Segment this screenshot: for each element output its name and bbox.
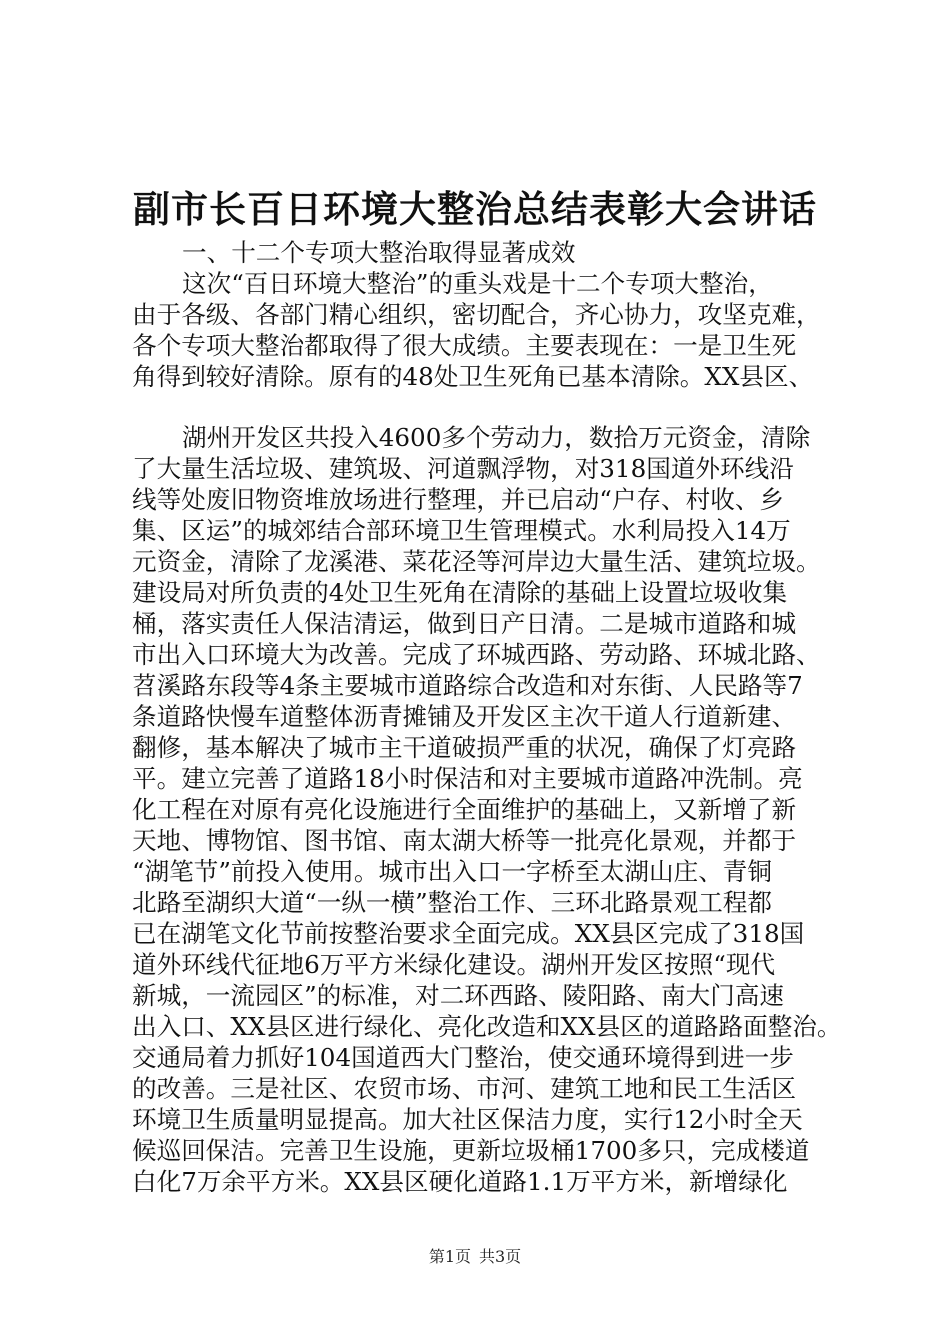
paragraph-line: “湖笔节”前投入使用。城市出入口一字桥至太湖山庄、青铜 xyxy=(132,857,772,886)
paragraph-line: 交通局着力抓好104国道西大门整治，使交通环境得到进一步 xyxy=(132,1043,794,1072)
section-heading: 一、十二个专项大整治取得显著成效 xyxy=(182,238,576,267)
paragraph-line: 角得到较好清除。原有的48处卫生死角已基本清除。XX县区、 xyxy=(132,362,814,391)
document-title: 副市长百日环境大整治总结表彰大会讲话 xyxy=(133,187,817,231)
paragraph-line: 北路至湖织大道“一纵一横”整治工作、三环北路景观工程都 xyxy=(132,888,772,917)
page-footer xyxy=(0,1247,950,1267)
paragraph-line: 出入口、XX县区进行绿化、亮化改造和XX县区的道路路面整治。 xyxy=(132,1012,842,1041)
paragraph-line: 桶，落实责任人保洁清运，做到日产日清。二是城市道路和城 xyxy=(132,609,797,638)
paragraph-line: 这次“百日环境大整治”的重头戏是十二个专项大整治， xyxy=(182,269,773,298)
paragraph-line: 白化7万余平方米。XX县区硬化道路1.1万平方米，新增绿化 xyxy=(132,1167,788,1196)
paragraph-line: 的改善。三是社区、农贸市场、市河、建筑工地和民工生活区 xyxy=(132,1074,797,1103)
paragraph-line: 各个专项大整治都取得了很大成绩。主要表现在：一是卫生死 xyxy=(132,331,797,360)
paragraph-line: 市出入口环境大为改善。完成了环城西路、劳动路、环城北路、 xyxy=(132,640,821,669)
paragraph-line: 候巡回保洁。完善卫生设施，更新垃圾桶1700多只，完成楼道 xyxy=(132,1136,810,1165)
paragraph-line: 化工程在对原有亮化设施进行全面维护的基础上，又新增了新 xyxy=(132,795,797,824)
paragraph-line: 环境卫生质量明显提高。加大社区保洁力度，实行12小时全天 xyxy=(132,1105,803,1134)
paragraph-line: 翻修，基本解决了城市主干道破损严重的状况，确保了灯亮路 xyxy=(132,733,797,762)
paragraph-1 xyxy=(132,268,852,392)
paragraph-line: 新城，一流园区”的标准，对二环西路、陵阳路、南大门高速 xyxy=(132,981,785,1010)
paragraph-line: 条道路快慢车道整体沥青摊铺及开发区主次干道人行道新建、 xyxy=(132,702,797,731)
paragraph-line: 建设局对所负责的4处卫生死角在清除的基础上设置垃圾收集 xyxy=(132,578,788,607)
paragraph-line: 平。建立完善了道路18小时保洁和对主要城市道路冲洗制。亮 xyxy=(132,764,803,793)
paragraph-line: 湖州开发区共投入4600多个劳动力，数拾万元资金，清除 xyxy=(182,423,811,452)
paragraph-line: 天地、博物馆、图书馆、南太湖大桥等一批亮化景观，并都于 xyxy=(132,826,797,855)
paragraph-line: 苕溪路东段等4条主要城市道路综合改造和对东街、人民路等7 xyxy=(132,671,803,700)
paragraph-line: 已在湖笔文化节前按整治要求全面完成。XX县区完成了318国 xyxy=(132,919,805,948)
page-number: 第1页 xyxy=(428,1247,471,1266)
paragraph-line: 线等处废旧物资堆放场进行整理，并已启动“户存、村收、乡 xyxy=(132,485,785,514)
paragraph-line: 元资金，清除了龙溪港、菜花泾等河岸边大量生活、建筑垃圾。 xyxy=(132,547,821,576)
paragraph-line: 道外环线代征地6万平方米绿化建设。湖州开发区按照“现代 xyxy=(132,950,776,979)
page-total: 共3页 xyxy=(479,1247,522,1266)
paragraph-2 xyxy=(132,422,852,1197)
paragraph-line: 集、区运”的城郊结合部环境卫生管理模式。水利局投入14万 xyxy=(132,516,791,545)
paragraph-line: 由于各级、各部门精心组织，密切配合，齐心协力，攻坚克难， xyxy=(132,300,821,329)
paragraph-line: 了大量生活垃圾、建筑圾、河道飘浮物，对318国道外环线沿 xyxy=(132,454,794,483)
